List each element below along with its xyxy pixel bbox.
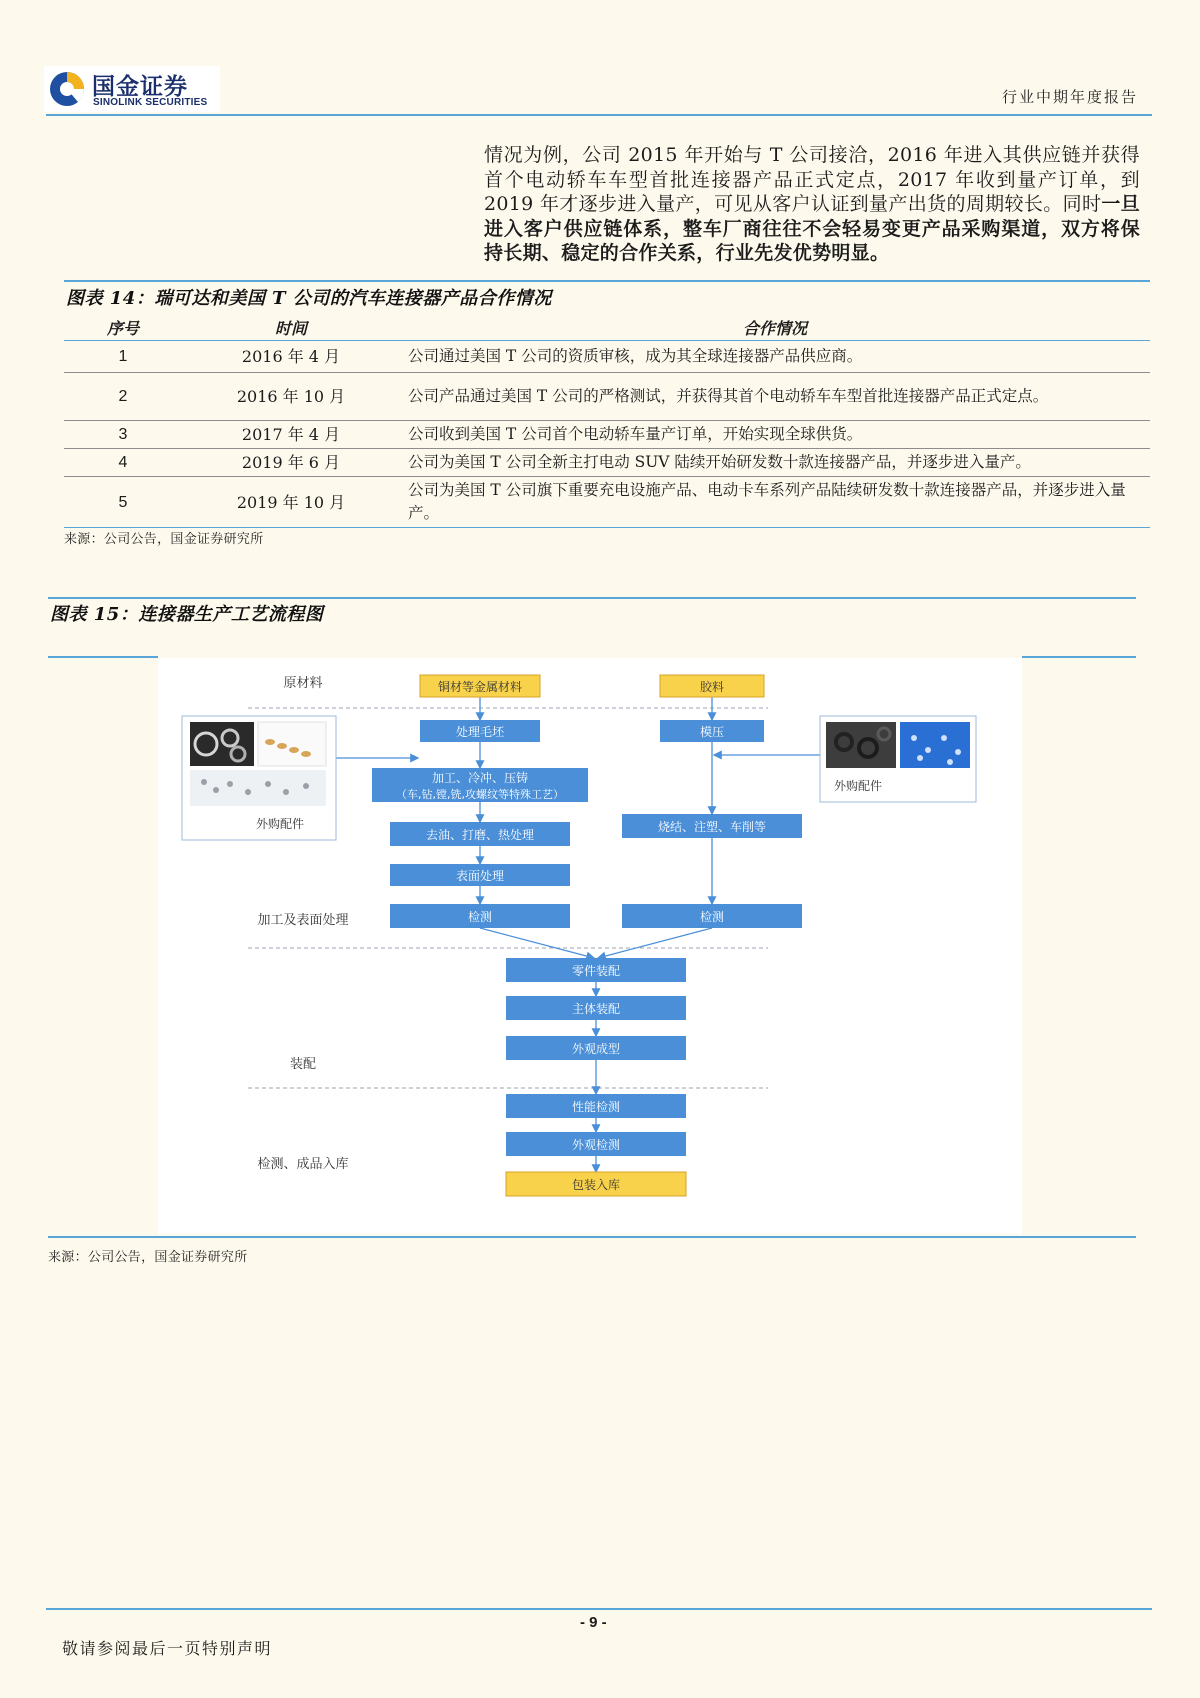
cooperation-table <box>64 314 1150 528</box>
purchased-parts-right-label: 外购配件 <box>833 779 883 793</box>
col-header-time: 时间 <box>182 314 400 341</box>
figure15-bottom-rule <box>48 1236 1136 1238</box>
row-detail: 公司为美国 T 公司旗下重要充电设施产品、电动卡车系列产品陆续研发数十款连接器产品，并逐步进入量产。 <box>400 477 1150 528</box>
box-left-inspect-label: 检测 <box>467 910 493 924</box>
logo <box>44 66 220 112</box>
row-time: 2017 年 4 月 <box>182 421 400 449</box>
purchased-parts-left-photo <box>190 722 326 806</box>
row-time: 2016 年 4 月 <box>182 341 400 373</box>
footer-divider <box>46 1608 1152 1610</box>
figure14-title: 图表 14：瑞可达和美国 T 公司的汽车连接器产品合作情况 <box>66 288 552 309</box>
box-appearance-test-label: 外观检测 <box>571 1138 621 1152</box>
box-surface-label: 表面处理 <box>455 869 505 883</box>
report-type: 行业中期年度报告 <box>1001 88 1138 106</box>
table-row <box>64 341 1150 373</box>
col-header-detail: 合作情况 <box>400 314 1150 341</box>
box-shape-label: 外观成型 <box>571 1042 621 1056</box>
header-divider <box>46 114 1152 116</box>
figure15-top-rule <box>48 597 1136 599</box>
figure15-title: 图表 15：连接器生产工艺流程图 <box>50 604 324 625</box>
row-no: 5 <box>64 477 182 528</box>
stage-label-process: 加工及表面处理 <box>257 913 349 928</box>
row-no: 1 <box>64 341 182 373</box>
row-time: 2019 年 10 月 <box>182 477 400 528</box>
figure15-rule-left <box>48 656 158 658</box>
table-header-row <box>64 314 1150 341</box>
logo-english-name: SINOLINK SECURITIES <box>93 97 208 108</box>
table-row <box>64 477 1150 528</box>
col-header-no: 序号 <box>64 314 182 341</box>
row-time: 2016 年 10 月 <box>182 373 400 421</box>
box-machining-label: 加工、冷冲、压铸 <box>431 771 529 785</box>
logo-chinese-name: 国金证券 <box>92 74 188 100</box>
box-blank-label: 处理毛坯 <box>455 725 505 739</box>
row-no: 4 <box>64 449 182 477</box>
stage-label-test: 检测、成品入库 <box>257 1157 349 1172</box>
row-detail: 公司收到美国 T 公司首个电动轿车量产订单，开始实现全球供货。 <box>400 421 1150 449</box>
box-copper-material-label: 铜材等金属材料 <box>437 680 523 694</box>
stage-label-assembly: 装配 <box>289 1057 317 1072</box>
box-mold-label: 模压 <box>699 725 725 739</box>
row-detail: 公司通过美国 T 公司的资质审核，成为其全球连接器产品供应商。 <box>400 341 1150 373</box>
box-degrease-label: 去油、打磨、热处理 <box>425 828 535 842</box>
box-right-inspect-label: 检测 <box>699 910 725 924</box>
figure14-source: 来源：公司公告，国金证券研究所 <box>64 532 264 547</box>
box-part-assembly-label: 零件装配 <box>571 964 621 978</box>
page-number: - 9 - <box>580 1614 607 1631</box>
row-time: 2019 年 6 月 <box>182 449 400 477</box>
intro-paragraph <box>484 143 1140 266</box>
disclaimer-note: 敬请参阅最后一页特别声明 <box>62 1639 273 1658</box>
row-no: 3 <box>64 421 182 449</box>
sinolink-logo-icon <box>48 70 86 108</box>
box-rubber-material-label: 胶料 <box>699 680 725 694</box>
box-body-assembly-label: 主体装配 <box>571 1002 621 1016</box>
box-machining-detail: （车,钻,镗,铣,攻螺纹等特殊工艺） <box>396 788 564 801</box>
process-flowchart <box>158 658 1022 1234</box>
table-row <box>64 421 1150 449</box>
box-sinter-label: 烧结、注塑、车削等 <box>657 820 767 834</box>
box-packing-label: 包装入库 <box>571 1178 621 1192</box>
box-performance-test-label: 性能检测 <box>571 1100 621 1114</box>
purchased-parts-left-label: 外购配件 <box>255 817 305 831</box>
row-detail: 公司产品通过美国 T 公司的严格测试，并获得其首个电动轿车车型首批连接器产品正式定点。 <box>400 373 1150 421</box>
row-no: 2 <box>64 373 182 421</box>
table-row <box>64 373 1150 421</box>
figure15-rule-right <box>1022 656 1136 658</box>
table-row <box>64 449 1150 477</box>
intro-text: 情况为例，公司 2015 年开始与 T 公司接洽，2016 年进入其供应链并获得首个电动轿车车型首批连接器产品正式定点，2017 年收到量产订单，到 2019 年才逐步进入量产，可见从客户认证到量产出货的周期较长。同时 <box>484 144 1140 215</box>
figure14-top-rule <box>64 280 1150 282</box>
intro-bold-text: 一旦进入客户供应链体系，整车厂商往往不会轻易变更产品采购渠道，双方将保持长期、稳定的合作关系，行业先发优势明显。 <box>484 193 1140 264</box>
figure15-source: 来源：公司公告，国金证券研究所 <box>48 1250 248 1265</box>
stage-label-raw: 原材料 <box>283 676 323 691</box>
row-detail: 公司为美国 T 公司全新主打电动 SUV 陆续开始研发数十款连接器产品，并逐步进入量产。 <box>400 449 1150 477</box>
